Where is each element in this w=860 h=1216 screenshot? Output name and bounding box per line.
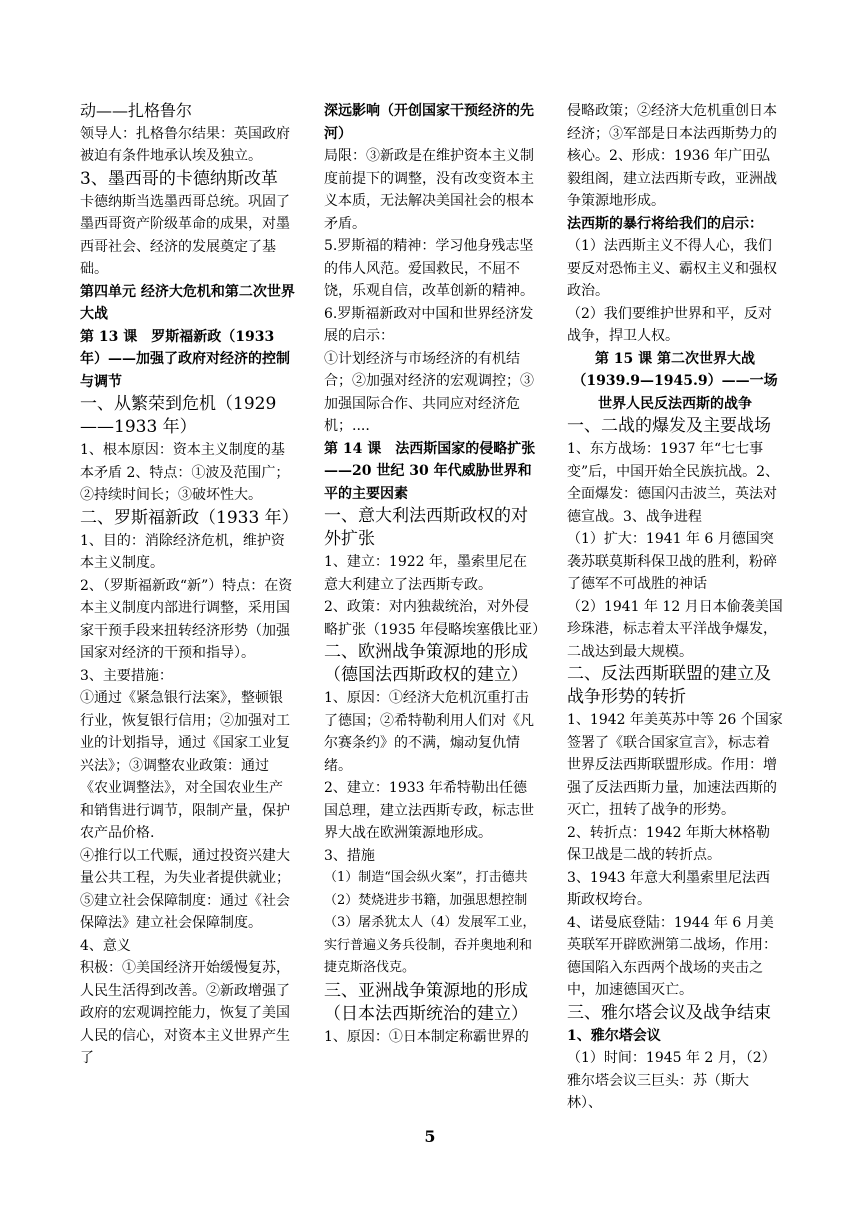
lesson-heading: 第 13 课 罗斯福新政（1933 年）——加强了政府对经济的控制与调节 [80, 328, 290, 390]
text-line: 1、雅尔塔会议 [567, 1027, 661, 1044]
section-heading: 二、罗斯福新政（1933 年） [80, 507, 299, 528]
text-line: 法西斯的暴行将给我们的启示： [567, 215, 763, 232]
text-line: （2）我们要维护世界和平，反对战争，捍卫人权。 [567, 305, 772, 344]
unit-heading: 第四单元 经济大危机和第二次世界大战 [80, 283, 295, 322]
column-middle [324, 100, 547, 1048]
section-heading: 一、从繁荣到危机（1929——1933 年） [80, 394, 277, 437]
text-line: ④推行以工代赈，通过投资兴建大量公共工程，为失业者提供就业；⑤建立社会保障制度：通过《社会保障法》建立社会保障制度。 [80, 847, 290, 931]
section-heading: 3、墨西哥的卡德纳斯改革 [80, 168, 278, 189]
section-heading: 三、亚洲战争策源地的形成（日本法西斯统治的建立） [324, 980, 528, 1024]
section-heading: 一、二战的爆发及主要战场 [567, 416, 771, 436]
text-line: 1、1942 年美英苏中等 26 个国家签署了《联合国家宣言》，标志着世界反法西斯联盟形成。作用：增强了反法西斯力量，加速法西斯的灭亡，扭转了战争的形势。 [567, 712, 783, 818]
lesson-heading: 第 15 课 第二次世界大战（1939.9—1945.9）——一场世界人民反法西斯的战争 [572, 350, 778, 412]
text-line: 4、意义 [80, 937, 131, 954]
text-line: 侵略政策；②经济大危机重创日本经济；③军部是日本法西斯势力的核心。2、形成：1936 年广田弘毅组阁，建立法西斯专政，亚洲战争策源地形成。 [567, 103, 777, 209]
section-heading: 二、反法西斯联盟的建立及战争形势的转折 [567, 664, 771, 707]
text-line: 1、原因：①日本制定称霸世界的 [324, 1028, 529, 1045]
text-line: 领导人：扎格鲁尔结果：英国政府被迫有条件地承认埃及独立。 [80, 125, 290, 164]
text-line: 2、政策：对内独裁统治，对外侵略扩张（1935 年侵略埃塞俄比亚） [324, 599, 547, 638]
column-left [80, 100, 299, 1070]
text-line: 2、转折点：1942 年斯大林格勒保卫战是二战的转折点。 [567, 824, 770, 863]
lesson-heading: 第 14 课 法西斯国家的侵略扩张——20 世纪 30 年代威胁世界和平的主要因素 [324, 440, 536, 502]
text-line: 5.罗斯福的精神：学习他身残志坚的伟人风范。爱国救民，不屈不饶，乐观自信，改革创新的精神。 [324, 238, 534, 299]
text-line: （1）时间：1945 年 2 月，（2）雅尔塔会议三巨头：苏（斯大林）、 [567, 1050, 776, 1111]
text-line: 3、主要措施： [80, 667, 173, 684]
text-line: 动——扎格鲁尔 [80, 101, 193, 120]
text-line: 1、原因：①经济大危机沉重打击了德国；②希特勒利用人们对《凡尔赛条约》的不满，煽动复仇情绪。 [324, 690, 534, 774]
text-line: （1）扩大：1941 年 6 月德国突袭苏联莫斯科保卫战的胜利，粉碎了德军不可战胜的神话 [567, 531, 777, 592]
text-line: ①通过《紧急银行法案》，整顿银行业，恢复银行信用；②加强对工业的计划指导，通过《国家工业复兴法》；③调整农业政策：通过《农业调整法》，对全国农业生产和销售进行调节，限制产量，保护农产品价格. [80, 690, 290, 841]
text-line: 1、建立：1922 年，墨索里尼在意大利建立了法西斯专政。 [324, 554, 527, 593]
page-number: 5 [424, 1127, 436, 1146]
text-line: 积极：①美国经济开始缓慢复苏，人民生活得到改善。②新政增强了政府的宏观调控能力，恢复了美国人民的信心，对资本主义世界产生了 [80, 960, 290, 1066]
text-line: 3、措施 [324, 847, 375, 864]
text-line: （2）1941 年 12 月日本偷袭美国珍珠港，标志着太平洋战争爆发，二战达到最大规模。 [567, 598, 783, 660]
text-line: 1、根本原因：资本主义制度的基本矛盾 2、特点：①波及范围广；②持续时间长；③破坏性大。 [80, 442, 290, 503]
column-right [567, 100, 783, 1115]
text-line: 2、建立：1933 年希特勒出任德国总理，建立法西斯专政，标志世界大战在欧洲策源地形成。 [324, 780, 534, 841]
text-line: 2、（罗斯福新政“新”）特点：在资本主义制度内部进行调整，采用国家干预手段来扭转经济形势（加强国家对经济的干预和指导）。 [80, 577, 293, 661]
text-line: 3、1943 年意大利墨索里尼法西斯政权垮台。 [567, 869, 770, 908]
section-heading: 二、欧洲战争策源地的形成（德国法西斯政权的建立） [324, 642, 528, 685]
text-line: 卡德纳斯当选墨西哥总统。巩固了墨西哥资产阶级革命的成果，对墨西哥社会、经济的发展奠定了基础。 [80, 193, 290, 277]
text-line: 1、东方战场：1937 年“七七事变”后，中国开始全民族抗战。2、全面爆发：德国闪击波兰，英法对德宣战。3、战争进程 [567, 441, 780, 525]
text-line: 4、诺曼底登陆：1944 年 6 月美英联军开辟欧洲第二战场，作用：德国陷入东西两个战场的夹击之中，加速德国灭亡。 [567, 914, 777, 998]
text-line: （1）制造“国会纵火案”，打击德共（2）焚烧进步书籍，加强思想控制（3）屠杀犹太人（4）发展军工业，实行普遍义务兵役制，吞并奥地利和捷克斯洛伐克。 [324, 870, 536, 975]
section-heading: 三、雅尔塔会议及战争结束 [567, 1002, 771, 1023]
text-line: 1、目的：消除经济危机，维护资本主义制度。 [80, 532, 285, 571]
text-line: 深远影响（开创国家干预经济的先河） [324, 103, 534, 142]
text-line: 6.罗斯福新政对中国和世界经济发展的启示： [324, 305, 534, 344]
text-line: ①计划经济与市场经济的有机结合；②加强对经济的宏观调控；③加强国际合作、共同应对经济危机；.... [324, 350, 534, 434]
section-heading: 一、意大利法西斯政权的对外扩张 [324, 506, 528, 549]
text-line: （1）法西斯主义不得人心，我们要反对恐怖主义、霸权主义和强权政治。 [567, 238, 777, 299]
text-line: 局限：③新政是在维护资本主义制度前提下的调整，没有改变资本主义本质，无法解决美国社会的根本矛盾。 [324, 148, 534, 232]
